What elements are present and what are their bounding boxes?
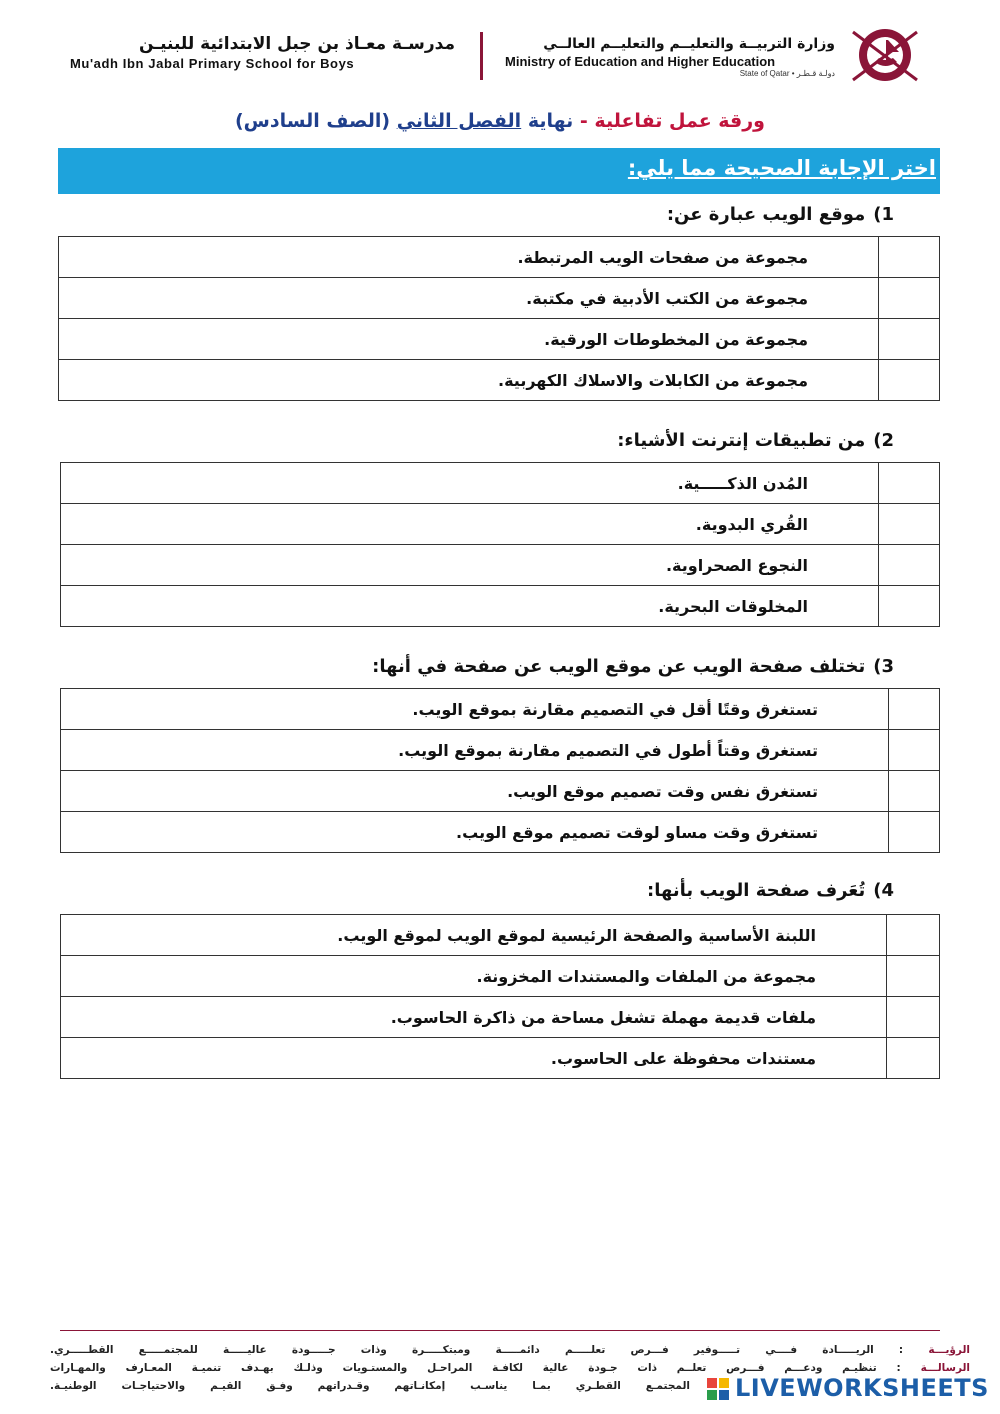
footer-divider [60,1330,940,1331]
question-number: 3) [873,656,894,677]
answer-box[interactable] [889,689,940,730]
vision-text: : الريـــــادة فــــي تـــــوفير فـــرص تعلـــــم دائمـــــة ومبتكـــــرة وذات جـــــودة عاليـــــة للمجتمـــــع القطـــــري. [50,1344,904,1356]
mission-text: : تنظيـم ودعـــم فـــرص تعلــم ذات جـودة عالية لكافـة المراحـل والمستـويات وذلـك بهـدف تنميـة المعـارف والمهـارات [50,1362,901,1374]
footer-mission-continued [50,1380,690,1392]
option-row [61,689,940,730]
option-text: تستغرق وقتاً أطول في التصميم مقارنة بموقع الويب. [61,730,889,771]
option-text: مجموعة من المخطوطات الورقية. [59,319,879,360]
answer-box[interactable] [889,730,940,771]
answer-box[interactable] [879,319,940,360]
option-text: مجموعة من الكتب الأدبية في مكتبة. [59,278,879,319]
liveworksheets-logo[interactable] [705,1372,995,1408]
school-name-arabic: مدرسـة معـاذ بن جبل الابتدائية للبنيـن [139,34,455,54]
option-text: القُري البدوية. [61,504,879,545]
answer-box[interactable] [879,545,940,586]
question-text: موقع الويب عبارة عن: [666,204,866,225]
title-part-2: نهاية [521,110,574,132]
answer-box[interactable] [879,237,940,278]
option-row [61,1038,940,1079]
question-2-options [60,462,940,627]
option-text: تستغرق وقتًا أقل في التصميم مقارنة بموقع الويب. [61,689,889,730]
option-row [61,915,940,956]
option-text: مستندات محفوظة على الحاسوب. [61,1038,887,1079]
answer-box[interactable] [889,771,940,812]
option-text: النجوع الصحراوية. [61,545,879,586]
ministry-name-english: Ministry of Education and Higher Education [505,54,776,69]
question-4-heading [647,880,894,901]
vision-label: الرؤيـــة [928,1344,970,1356]
title-separator: - [573,110,595,132]
question-text: من تطبيقات إنترنت الأشياء: [617,430,866,451]
option-text: تستغرق وقت مساو لوقت تصميم موقع الويب. [61,812,889,853]
instruction-banner [58,148,940,194]
mission-text-2: المجتمـع القطـري بمـا يناسـب إمكانـاتهم وقـدراتهم وفـق القيـم والاحتياجـات الوطنيـة. [50,1380,690,1392]
question-3-heading [372,656,894,677]
option-row [61,504,940,545]
school-name-english: Mu'adh Ibn Jabal Primary School for Boys [70,56,355,71]
option-text: مجموعة من صفحات الويب المرتبطة. [59,237,879,278]
header-divider [480,32,483,80]
ministry-name-arabic: وزارة التربيــة والتعليــم والتعليــم العالــي [543,36,835,52]
qatar-emblem-icon [845,22,925,88]
title-part-1: ورقة عمل تفاعلية [594,110,765,132]
option-row [61,956,940,997]
option-row [59,360,940,401]
question-4-options [60,914,940,1079]
answer-box[interactable] [889,812,940,853]
option-row [59,319,940,360]
answer-box[interactable] [887,956,940,997]
option-text: مجموعة من الملفات والمستندات المخزونة. [61,956,887,997]
answer-box[interactable] [879,360,940,401]
option-row [59,278,940,319]
liveworksheets-brand: LIVEWORKSHEETS [735,1374,989,1402]
state-of-qatar-label: State of Qatar • دولـة قـطـر [739,69,835,78]
title-part-4: (الصف السادس) [235,110,397,132]
question-text: تُعَرف صفحة الويب بأنها: [647,880,866,901]
question-1-options [58,236,940,401]
question-2-heading [617,430,894,451]
question-1-heading [667,204,894,225]
option-row [61,997,940,1038]
answer-box[interactable] [879,504,940,545]
question-number: 1) [873,204,894,225]
option-text: مجموعة من الكابلات والاسلاك الكهربية. [59,360,879,401]
worksheet-title [60,110,940,132]
answer-box[interactable] [879,278,940,319]
option-text: المُدن الذكـــــية. [61,463,879,504]
option-text: ملفات قديمة مهملة تشغل مساحة من ذاكرة الحاسوب. [61,997,887,1038]
option-text: المخلوقات البحرية. [61,586,879,627]
option-row [61,586,940,627]
question-number: 2) [873,430,894,451]
instruction-text: اختر الإجابة الصحيحة مما يلي: [627,156,936,180]
mission-label: الرسالـــة [920,1362,970,1374]
option-row [61,812,940,853]
answer-box[interactable] [879,586,940,627]
answer-box[interactable] [887,1038,940,1079]
answer-box[interactable] [879,463,940,504]
option-row [59,237,940,278]
option-row [61,771,940,812]
option-row [61,463,940,504]
option-row [61,730,940,771]
option-row [61,545,940,586]
answer-box[interactable] [887,915,940,956]
footer-vision [50,1344,970,1356]
title-part-3: الفصل الثاني [396,110,522,132]
question-text: تختلف صفحة الويب عن موقع الويب عن صفحة في أنها: [372,656,866,677]
question-3-options [60,688,940,853]
option-text: تستغرق نفس وقت تصميم موقع الويب. [61,771,889,812]
liveworksheets-icon [705,1376,731,1402]
question-number: 4) [873,880,894,901]
option-text: اللبنة الأساسية والصفحة الرئيسية لموقع الويب لموقع الويب. [61,915,887,956]
answer-box[interactable] [887,997,940,1038]
